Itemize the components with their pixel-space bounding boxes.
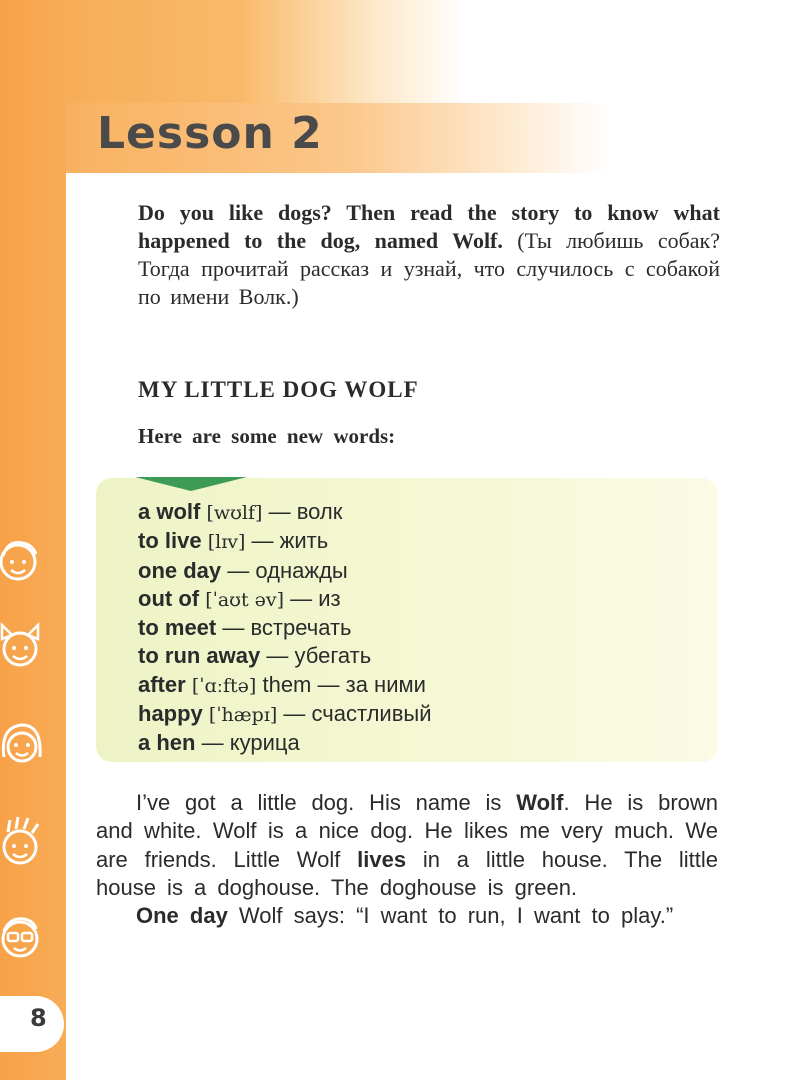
story-text-span: I’ve got a little dog. His name is — [136, 790, 517, 815]
glasses-face-icon — [0, 905, 46, 965]
vocab-word: a wolf — [138, 499, 201, 524]
vocab-item: happy [ˈhæpɪ] — счастливый — [138, 701, 432, 727]
vocab-item: after [ˈɑːftə] them — за ними — [138, 671, 426, 697]
vocab-translation: курица — [229, 730, 300, 756]
page-header-gradient — [0, 0, 800, 105]
girl-bows-face-icon — [0, 615, 46, 675]
story-bold-word: lives — [357, 846, 407, 872]
vocab-translation: из — [318, 585, 341, 611]
girl-face-icon — [0, 715, 46, 775]
vocab-item: out of [ˈaʊt əv] — из — [138, 585, 341, 611]
vocab-word: after — [138, 671, 186, 697]
vocab-item: to run away — убегать — [138, 643, 372, 669]
story-text-span: Wolf says: “I want to run, I want to play.” — [227, 903, 674, 929]
intro-question: Do you like dogs? Then read the story to know what happened to the dog, named Wolf. — [138, 200, 720, 253]
vocab-extra: them — [262, 671, 312, 697]
vocab-word: to live — [138, 528, 202, 554]
story-bold-word: Wolf — [516, 790, 564, 815]
vocab-item: to live [lɪv] — жить — [138, 528, 329, 554]
vocab-translation: встречать — [250, 615, 352, 641]
page-number: 8 — [30, 1004, 47, 1032]
green-tab-marker — [135, 477, 247, 491]
spiky-boy-face-icon — [0, 812, 46, 872]
story-text-span: . He is brown and white. Wolf is a nice dog. He likes me very much. We are friends. Little Wolf — [96, 790, 718, 872]
vocab-word: to run away — [138, 643, 261, 669]
vocab-translation: счастливый — [311, 701, 432, 727]
story-bold-word: One day — [136, 903, 228, 929]
vocab-item: one day — однажды — [138, 557, 348, 583]
vocab-translation: за ними — [345, 671, 426, 697]
vocabulary-list — [138, 498, 432, 758]
vocab-item: to meet — встречать — [138, 615, 352, 641]
story-text — [96, 789, 718, 930]
vocab-transcription: [wʊlf] — [206, 502, 263, 524]
story-paragraph — [96, 902, 718, 930]
lesson-title: Lesson 2 — [97, 108, 323, 159]
vocab-transcription: [ˈhæpɪ] — [208, 704, 278, 727]
intro-paragraph — [138, 199, 720, 311]
vocab-word: out of — [138, 585, 200, 611]
vocab-word: a hen — [138, 730, 196, 756]
vocab-word: happy — [138, 701, 203, 727]
story-title: MY LITTLE DOG WOLF — [138, 377, 419, 402]
vocab-word: to meet — [138, 615, 217, 641]
vocab-translation: убегать — [294, 643, 372, 669]
vocab-item: a wolf [wʊlf] — волк — [138, 499, 343, 524]
vocab-word: one day — [138, 557, 222, 583]
intro-translation: (Ты любишь собак? Тогда прочитай рассказ и узнай, что случилось с собакой по имени Волк.) — [138, 228, 721, 309]
story-text-span: in a little house. The little house is a doghouse. The doghouse is green. — [96, 846, 719, 900]
vocab-translation: однажды — [255, 557, 348, 583]
vocab-translation: жить — [279, 528, 329, 554]
vocab-item: a hen — курица — [138, 730, 300, 756]
vocab-transcription: [ˈɑːftə] — [191, 674, 257, 697]
vocab-transcription: [ˈaʊt əv] — [205, 588, 285, 611]
vocab-translation: волк — [296, 499, 343, 524]
new-words-heading: Here are some new words: — [138, 424, 396, 448]
boy-face-icon — [0, 530, 46, 590]
vocab-transcription: [lɪv] — [207, 531, 246, 554]
story-paragraph — [96, 789, 718, 902]
